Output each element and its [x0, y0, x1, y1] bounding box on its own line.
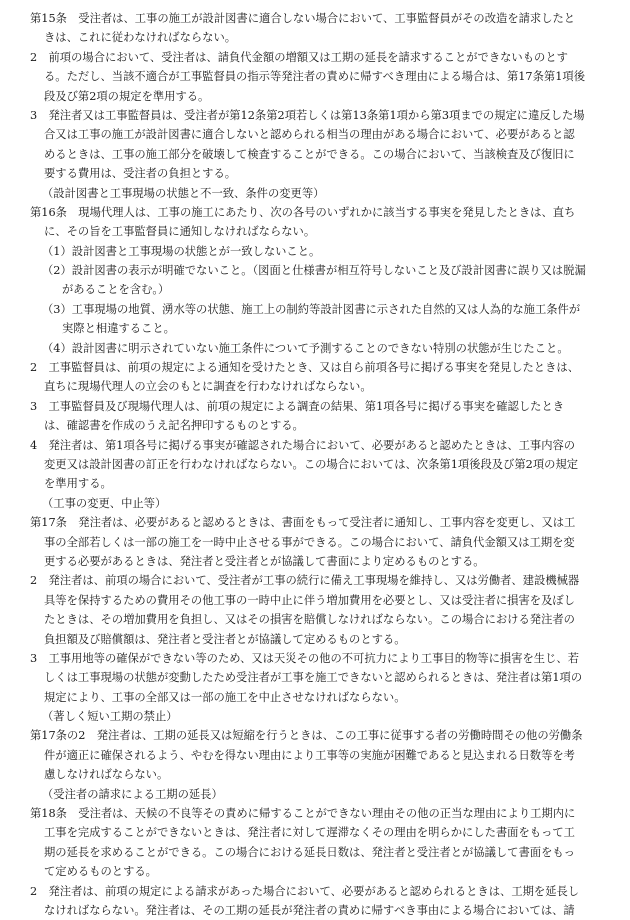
text-line: を準用する。 [44, 477, 112, 491]
text-line: 合又は工事の施工が設計図書に適合しないと認められる相当の理由がある場合において、必要があると認 [44, 128, 575, 142]
text-line: があることを含む。） [62, 283, 170, 297]
text-line: たときは、その増加費用を負担し、又はその損害を賠償しなければならない。この場合における発注者の [44, 613, 575, 627]
text-line: 件が適正に確保されるよう、やむを得ない理由により工事等の実施が困難であると見込まれる日数等を考 [44, 748, 575, 762]
text-line: 実際と相違すること。 [62, 322, 175, 336]
text-line: しくは工事現場の状態が変動したため受注者が工事を施工できないと認められるときは、発注者は第1項の [44, 671, 583, 685]
text-line: に、その旨を工事監督員に通知しなければならない。 [44, 225, 316, 239]
text-line: る。ただし、当該不適合が工事監督員の指示等発注者の責めに帰すべき理由による場合は、第17条第1項後 [44, 70, 585, 84]
text-line: 3 発注者又は工事監督員は、受注者が第12条第2項若しくは第13条第1項から第3項までの規定に違反した場 [30, 108, 585, 122]
text-line: は、確認書を作成のうえ記名押印するものとする。 [44, 419, 304, 433]
text-line: 2 前項の場合において、受注者は、請負代金額の増額又は工期の延長を請求することができないものとす [30, 50, 568, 64]
text-line: （著しく短い工期の禁止） [42, 710, 178, 724]
text-line: なければならない。発注者は、その工期の延長が発注者の責めに帰すべき事由による場合においては、請 [44, 903, 575, 917]
text-line: 負担額及び賠償額は、発注者と受注者とが協議して定めるものとする。 [44, 632, 406, 646]
text-line: 期の延長を求めることができる。この場合における延長日数は、発注者と受注者とが協議して書面をもっ [44, 845, 575, 859]
text-line: 工事を完成することができないときは、発注者に対して遅滞なくその理由を明らかにした書面をもって工 [44, 826, 575, 840]
text-line: 具等を保持するための費用その他工事の一時中止に伴う増加費用を必要とし、又は受注者に損害を及ぼし [44, 593, 575, 607]
text-line: 段及び第2項の規定を準用する。 [44, 89, 210, 103]
text-line: 規定により、工事の全部又は一部の施工を中止させなければならない。 [44, 690, 406, 704]
text-line: 3 工事監督員及び現場代理人は、前項の規定による調査の結果、第1項各号に掲げる事実を確認したとき [30, 399, 565, 413]
text-line: （工事の変更、中止等） [42, 496, 167, 510]
text-line: （2）設計図書の表示が明確でないこと。（図面と仕様書が相互符号しないこと及び設計図書に誤り又は脱漏 [42, 264, 586, 278]
text-line: 第18条 受注者は、天候の不良等その責めに帰することができない理由その他の正当な理由により工期内に [30, 807, 576, 821]
text-line: 第15条 受注者は、工事の施工が設計図書に適合しない場合において、工事監督員がその改造を請求したと [30, 12, 576, 25]
text-line: （1）設計図書と工事現場の状態とが一致しないこと。 [42, 244, 321, 258]
text-line: 変更又は設計図書の訂正を行わなければならない。この場合においては、次条第1項後段及び第2項の規定 [44, 457, 579, 471]
text-line: 直ちに現場代理人の立会のもとに調査を行わなければならない。 [44, 380, 372, 394]
text-line: 2 発注者は、前項の規定による請求があった場合において、必要があると認められるときは、工期を延長し [30, 884, 580, 898]
text-line: （4）設計図書に明示されていない施工条件について予測することのできない特別の状態が生じたこと。 [42, 341, 569, 355]
text-line: 2 工事監督員は、前項の規定による通知を受けたとき、又は自ら前項各号に掲げる事実を発見したときは、 [30, 361, 579, 375]
text-line: 2 発注者は、前項の場合において、受注者が工事の続行に備え工事現場を維持し、又は労働者、建設機械器 [30, 574, 580, 588]
text-line: 慮しなければならない。 [44, 768, 169, 782]
text-line: 第16条 現場代理人は、工事の施工にあたり、次の各号のいずれかに該当する事実を発見したときは、直ち [30, 205, 576, 219]
text-line: 第17条の2 発注者は、工期の延長又は短縮を行うときは、この工事に従事する者の労働時間その他の労働条 [30, 729, 583, 743]
text-line: 3 工事用地等の確保ができない等のため、又は天災その他の不可抗力により工事目的物等に損害を生じ、若 [30, 651, 579, 665]
text-line: （受注者の請求による工期の延長） [42, 787, 223, 801]
text-line: 第17条 発注者は、必要があると認めるときは、書面をもって受注者に通知し、工事内容を変更し、又は工 [30, 516, 576, 530]
text-line: 要する費用は、受注者の負担とする。 [44, 167, 237, 181]
text-line: 事の全部若しくは一部の施工を一時中止させる事ができる。この場合において、請負代金額又は工期を変 [44, 535, 575, 549]
text-line: （設計図書と工事現場の状態と不一致、条件の変更等） [42, 186, 325, 200]
text-line: （3）工事現場の地質、湧水等の状態、施工上の制約等設計図書に示された自然的又は人為的な施工条件が [42, 302, 581, 316]
text-line: て定めるものとする。 [44, 865, 157, 879]
text-line: めるときは、工事の施工部分を破壊して検査することができる。この場合において、当該検査及び復旧に [44, 147, 575, 161]
text-line: 4 発注者は、第1項各号に掲げる事実が確認された場合において、必要があると認めたときは、工事内容の [30, 438, 576, 452]
text-line: きは、これに従わなければならない。 [44, 31, 237, 45]
text-line: 更する必要があるときは、発注者と受注者とが協議して書面により定めるものとする。 [44, 554, 485, 568]
